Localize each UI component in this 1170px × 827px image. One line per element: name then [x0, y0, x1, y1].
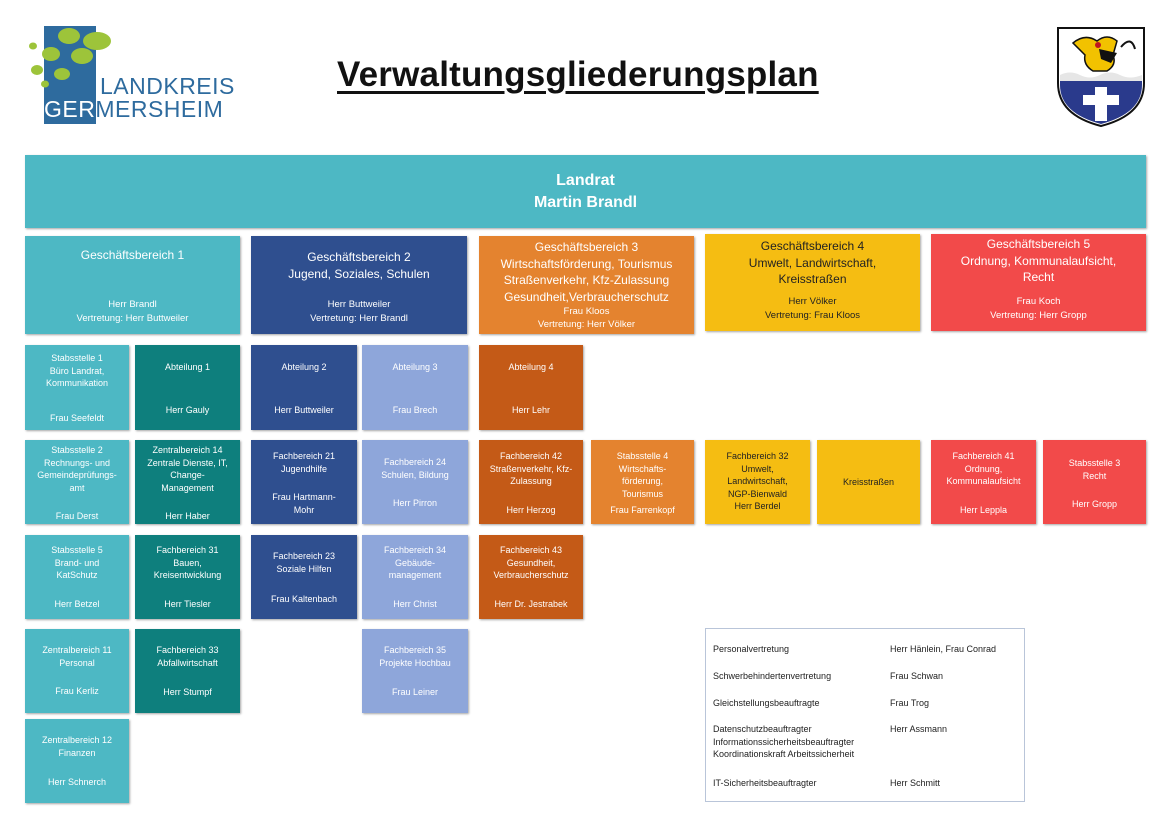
division-5 [931, 234, 1146, 331]
unit-fachbereich-31 [135, 535, 240, 619]
unit-person: Frau Leiner [391, 686, 439, 697]
unit-fachbereich-21 [251, 440, 357, 524]
unit-person: Herr Buttweiler [274, 404, 334, 415]
unit-title: Fachbereich 34 Gebäude- management [383, 545, 447, 580]
unit-title: Stabsstelle 2 Rechnungs- und Gemeindeprüfungs- amt [37, 445, 117, 493]
unit-fachbereich-23 [251, 535, 357, 619]
legend-role: Personalvertretung [713, 644, 790, 654]
unit-abteilung-1 [135, 345, 240, 430]
unit-person: Herr Dr. Jestrabek [494, 598, 568, 609]
page-title: Verwaltungsgliederungsplan [337, 55, 819, 94]
unit-abteilung-4 [479, 345, 583, 430]
division-people: Frau Kloos Vertretung: Herr Völker [537, 306, 636, 330]
unit-person: Herr Pirron [392, 497, 437, 508]
unit-title: Zentralbereich 12 Finanzen [41, 735, 113, 758]
unit-person: Frau Hartmann- Mohr [272, 492, 336, 515]
unit-title: Stabsstelle 5 Brand- und KatSchutz [51, 545, 103, 580]
logo-text-line1: LANDKREIS [100, 73, 235, 99]
unit-title: Stabsstelle 4 Wirtschafts- förderung, Tourismus [616, 451, 669, 499]
legend-name: Frau Schwan [890, 671, 944, 681]
unit-title: Fachbereich 21 Jugendhilfe [272, 451, 336, 474]
unit-title: Abteilung 4 [508, 362, 554, 372]
unit-title: Fachbereich 23 Soziale Hilfen [272, 551, 336, 574]
division-4 [705, 234, 920, 331]
unit-fachbereich-32 [705, 440, 810, 524]
unit-person: Herr Gauly [165, 404, 210, 415]
unit-person: Frau Farrenkopf [610, 504, 675, 515]
unit-title: Abteilung 2 [281, 362, 327, 372]
legend-name: Frau Trog [890, 698, 930, 708]
division-people: Herr Völker Vertretung: Frau Kloos [764, 296, 861, 321]
unit-person: Frau Kaltenbach [270, 593, 338, 604]
unit-title: Stabsstelle 1 Büro Landrat, Kommunikation [45, 353, 109, 388]
unit-person: Frau Derst [55, 510, 99, 521]
unit-fachbereich-35 [362, 629, 468, 713]
division-people: Herr Buttweiler Vertretung: Herr Brandl [310, 299, 408, 324]
unit-fachbereich-34 [362, 535, 468, 619]
unit-fachbereich-42 [479, 440, 583, 524]
logo-text-mersheim: MERSHEIM [95, 96, 224, 122]
division-2 [251, 236, 467, 334]
unit-fachbereich-41 [931, 440, 1036, 524]
unit-kreisstrassen [817, 440, 920, 524]
landrat-box [25, 155, 1146, 228]
division-title: Geschäftsbereich 4 Umwelt, Landwirtschaft, Kreisstraßen [748, 239, 877, 286]
unit-zentralbereich-14 [135, 440, 240, 524]
unit-person: Herr Herzog [506, 504, 556, 515]
division-title: Geschäftsbereich 5 Ordnung, Kommunalaufsicht, Recht [960, 237, 1117, 284]
division-1 [25, 236, 240, 334]
unit-title: Stabsstelle 3 Recht [1068, 458, 1121, 481]
unit-person: Herr Berdel [734, 501, 781, 511]
unit-person: Frau Seefeldt [49, 412, 105, 423]
unit-title: Fachbereich 42 Straßenverkehr, Kfz- Zulassung [489, 451, 573, 486]
division-title: Geschäftsbereich 2 Jugend, Soziales, Schulen [288, 250, 430, 281]
unit-title: Fachbereich 33 Abfallwirtschaft [156, 645, 219, 668]
unit-title: Abteilung 1 [164, 362, 211, 372]
unit-fachbereich-24 [362, 440, 468, 524]
unit-person: Herr Betzel [54, 598, 100, 609]
unit-zentralbereich-12 [25, 719, 129, 803]
unit-person: Herr Lehr [511, 404, 550, 415]
unit-zentralbereich-11 [25, 629, 129, 713]
logo-text-line2 [44, 96, 223, 123]
unit-title: Fachbereich 32 Umwelt, Landwirtschaft, NGP-Bienwald [726, 451, 789, 499]
unit-person: Herr Haber [165, 510, 210, 521]
representatives-legend [705, 628, 1025, 802]
unit-person: Frau Brech [392, 404, 438, 415]
coat-of-arms-icon [1055, 25, 1147, 128]
unit-stabsstelle-5 [25, 535, 129, 619]
division-title: Geschäftsbereich 3 Wirtschaftsförderung, Tourismus Straßenverkehr, Kfz-Zulassung Gesundheit,Verbraucherschutz [500, 240, 673, 304]
unit-abteilung-3 [362, 345, 468, 430]
unit-stabsstelle-3 [1043, 440, 1146, 524]
landkreis-logo [25, 24, 235, 126]
legend-name: Herr Schmitt [890, 778, 941, 788]
unit-title: Fachbereich 35 Projekte Hochbau [379, 645, 451, 668]
legend-role: Schwerbehindertenvertretung [713, 671, 832, 681]
unit-title: Fachbereich 41 Ordnung, Kommunalaufsicht [946, 451, 1021, 486]
unit-abteilung-2 [251, 345, 357, 430]
unit-title: Fachbereich 24 Schulen, Bildung [381, 457, 449, 480]
unit-stabsstelle-1 [25, 345, 129, 430]
unit-person: Herr Schnerch [47, 776, 107, 787]
unit-person: Frau Kerliz [55, 685, 99, 696]
landrat-title: Landrat [556, 171, 615, 189]
unit-stabsstelle-2 [25, 440, 129, 524]
unit-title: Zentralbereich 11 Personal [42, 645, 112, 668]
unit-title: Zentralbereich 14 Zentrale Dienste, IT, Change- Management [147, 445, 228, 493]
unit-title: Abteilung 3 [392, 362, 438, 372]
unit-fachbereich-43 [479, 535, 583, 619]
legend-name: Herr Assmann [890, 724, 948, 734]
legend-role: Gleichstellungsbeauftragte [713, 698, 820, 708]
unit-person: Herr Leppla [959, 504, 1008, 515]
unit-person: Herr Gropp [1071, 498, 1117, 509]
unit-person: Herr Stumpf [163, 686, 212, 697]
legend-role: Datenschutzbeauftragter Informationssicherheitsbeauftragter Koordinationskraft Arbeitssicherheit [713, 724, 855, 759]
division-3 [479, 236, 694, 334]
unit-title: Kreisstraßen [842, 477, 895, 488]
legend-name: Herr Hänlein, Frau Conrad [890, 644, 997, 654]
legend-role: IT-Sicherheitsbeauftragter [713, 778, 817, 788]
unit-person: Herr Christ [393, 598, 437, 609]
division-people: Herr Brandl Vertretung: Herr Buttweiler [76, 299, 189, 324]
unit-stabsstelle-4 [591, 440, 694, 524]
logo-text-ger: GER [44, 96, 96, 122]
unit-title: Fachbereich 31 Bauen, Kreisentwicklung [153, 545, 222, 580]
unit-fachbereich-33 [135, 629, 240, 713]
landrat-name: Martin Brandl [533, 193, 638, 211]
unit-person: Herr Tiesler [164, 598, 211, 609]
division-title: Geschäftsbereich 1 [80, 248, 185, 262]
division-people: Frau Koch Vertretung: Herr Gropp [990, 296, 1087, 321]
unit-title: Fachbereich 43 Gesundheit, Verbraucherschutz [493, 545, 569, 580]
